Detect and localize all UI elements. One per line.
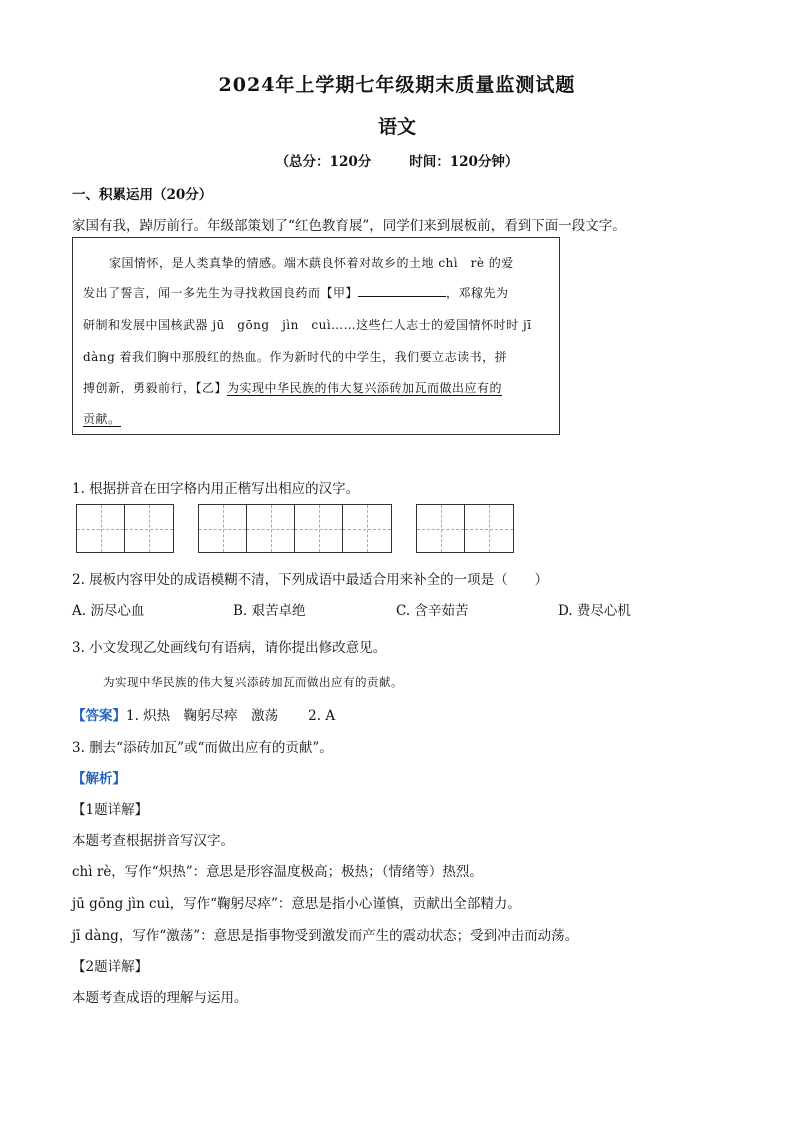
exam-title: 2024年上学期七年级期末质量监测试题 xyxy=(218,74,576,96)
answer-3: 3. 删去“添砖加瓦”或“而做出应有的贡献”。 xyxy=(72,740,333,756)
q2-detail-heading: 【2题详解】 xyxy=(72,959,149,975)
passage-line: 家国情怀，是人类真挚的情感。端木蕻良怀着对故乡的土地 chì rè 的爱 xyxy=(109,256,514,270)
passage-line: 研制和发展中国核武器 jū gōng jìn cuì……这些仁人志士的爱国情怀时时 jī xyxy=(83,318,532,332)
tianzige-cell[interactable] xyxy=(125,505,173,552)
tianzige-cell[interactable] xyxy=(77,505,125,552)
tianzige-cell[interactable] xyxy=(465,505,513,552)
q1-detail-heading: 【1题详解】 xyxy=(72,802,149,818)
passage-line: 发出了誓言，闻一多先生为寻找救国良药而【甲】 ，邓稼先为 xyxy=(83,286,509,300)
section-intro: 家国有我，踔厉前行。年级部策划了“红色教育展”，同学们来到展板前，看到下面一段文字。 xyxy=(72,218,626,234)
analysis-text: 本题考查成语的理解与运用。 xyxy=(72,990,248,1006)
passage-line: 贡献。 xyxy=(83,412,121,426)
analysis-text: 本题考查根据拼音写汉字。 xyxy=(72,833,234,849)
answer-label: 【答案】 xyxy=(72,708,126,724)
subject-title: 语文 xyxy=(377,116,416,138)
blank-jia xyxy=(358,284,446,297)
question-3: 3. 小文发现乙处画线句有语病，请你提出修改意见。 xyxy=(72,640,387,656)
passage-line: 搏创新，勇毅前行，【乙】为实现中华民族的伟大复兴添砖加瓦而做出应有的 xyxy=(83,381,503,395)
analysis-text: jī dàng，写作“激荡”：意思是指事物受到激发而产生的震动状态；受到冲击而动荡。 xyxy=(72,928,579,944)
option-a[interactable]: A. 沥尽心血 xyxy=(72,603,145,619)
tianzige-cell[interactable] xyxy=(295,505,343,552)
tianzige-cell[interactable] xyxy=(343,505,391,552)
tianzige-group-2[interactable] xyxy=(198,504,392,553)
option-c[interactable]: C. 含辛茹苦 xyxy=(396,603,469,619)
tianzige-cell[interactable] xyxy=(247,505,295,552)
option-d[interactable]: D. 费尽心机 xyxy=(558,603,631,619)
tianzige-cell[interactable] xyxy=(417,505,465,552)
option-b[interactable]: B. 艰苦卓绝 xyxy=(233,603,306,619)
section-heading: 一、积累运用（20分） xyxy=(72,187,213,203)
question-2: 2. 展板内容甲处的成语模糊不清，下列成语中最适合用来补全的一项是（ ） xyxy=(72,572,549,588)
answer-1: 1. 炽热 鞠躬尽瘁 激荡 xyxy=(126,708,279,724)
passage-line: dàng 着我们胸中那殷红的热血。作为新时代的中学生，我们要立志读书，拼 xyxy=(83,350,508,364)
question-1: 1. 根据拼音在田字格内用正楷写出相应的汉字。 xyxy=(72,481,360,497)
question-3-quote: 为实现中华民族的伟大复兴添砖加瓦而做出应有的贡献。 xyxy=(103,675,403,689)
answer-line xyxy=(72,704,335,724)
underlined-sentence: 为实现中华民族的伟大复兴添砖加瓦而做出应有的 xyxy=(227,381,503,395)
analysis-text: chì rè，写作“炽热”：意思是形容温度极高；极热；（情绪等）热烈。 xyxy=(72,864,483,880)
exam-time: 时间：120分钟） xyxy=(409,154,519,170)
tianzige-group-1[interactable] xyxy=(76,504,174,553)
answer-2: 2. A xyxy=(308,708,336,724)
total-score: （总分：120分 xyxy=(275,154,372,170)
tianzige-group-3[interactable] xyxy=(416,504,514,553)
passage-box xyxy=(72,237,560,435)
tianzige-cell[interactable] xyxy=(199,505,247,552)
score-time-line xyxy=(0,150,794,170)
analysis-text: jū gōng jìn cuì，写作“鞠躬尽瘁”：意思是指小心谨慎，贡献出全部精力。 xyxy=(72,896,521,912)
analysis-label: 【解析】 xyxy=(72,771,126,787)
